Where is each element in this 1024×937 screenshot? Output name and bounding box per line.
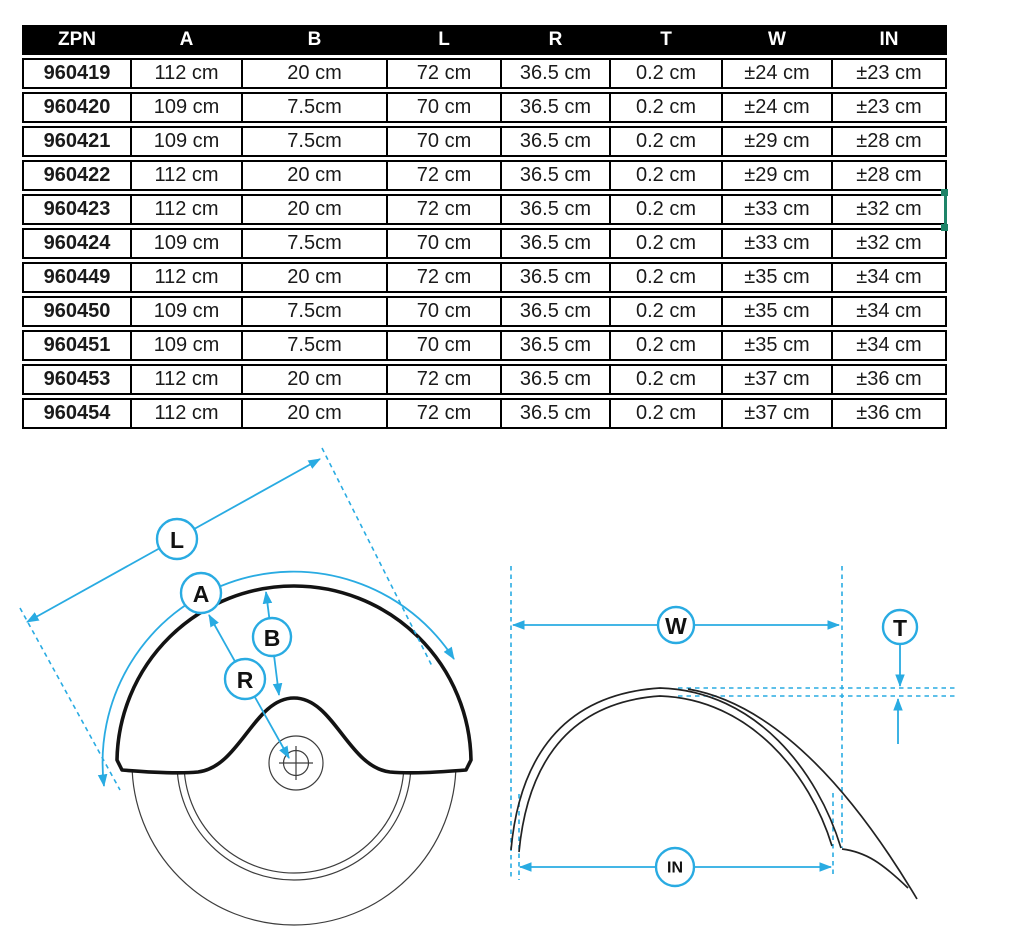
table-cell[interactable]: ±35 cm [723,262,833,293]
table-cell[interactable]: ±28 cm [833,126,947,157]
dim-label-IN [656,848,694,886]
table-cell[interactable]: ±33 cm [723,194,833,225]
side-view-diagram [20,448,471,925]
dim-label-T [883,610,917,644]
svg-text:B: B [263,625,281,651]
table-cell[interactable]: 72 cm [388,398,502,429]
table-cell[interactable]: 960424 [22,228,132,259]
table-cell[interactable]: 36.5 cm [502,160,611,191]
table-cell[interactable]: 20 cm [243,58,388,89]
table-cell[interactable]: 36.5 cm [502,92,611,123]
table-cell[interactable]: 0.2 cm [611,296,723,327]
table-cell[interactable]: 7.5cm [243,296,388,327]
table-cell[interactable]: 36.5 cm [502,126,611,157]
table-cell[interactable]: ±33 cm [723,228,833,259]
table-cell[interactable]: 70 cm [388,228,502,259]
table-cell[interactable]: 20 cm [243,364,388,395]
column-header-w[interactable]: W [723,25,833,55]
table-cell[interactable]: 72 cm [388,262,502,293]
table-cell[interactable]: 72 cm [388,194,502,225]
table-cell[interactable]: 7.5cm [243,330,388,361]
table-cell[interactable]: ±34 cm [833,262,947,293]
dim-label-L [157,519,197,559]
table-cell[interactable]: 0.2 cm [611,126,723,157]
column-header-zpn[interactable]: ZPN [22,25,132,55]
svg-text:IN: IN [667,859,683,877]
table-cell[interactable]: 109 cm [132,228,243,259]
table-cell[interactable]: 36.5 cm [502,58,611,89]
svg-text:A: A [192,581,210,607]
table-cell[interactable]: 0.2 cm [611,330,723,361]
table-cell[interactable]: ±37 cm [723,364,833,395]
table-cell[interactable]: 0.2 cm [611,364,723,395]
table-cell[interactable]: 109 cm [132,126,243,157]
column-header-r[interactable]: R [502,25,611,55]
table-cell[interactable]: 109 cm [132,296,243,327]
extension-line [20,608,120,790]
table-cell[interactable]: 70 cm [388,330,502,361]
table-cell[interactable]: ±23 cm [833,92,947,123]
column-header-l[interactable]: L [388,25,502,55]
table-cell[interactable]: 36.5 cm [502,296,611,327]
table-cell[interactable]: 7.5cm [243,126,388,157]
table-cell[interactable]: 960419 [22,58,132,89]
table-cell[interactable]: ±32 cm [833,194,947,225]
table-cell[interactable]: 20 cm [243,398,388,429]
table-cell[interactable]: 960421 [22,126,132,157]
table-cell[interactable]: 0.2 cm [611,398,723,429]
fender-front-inner-curve [519,696,832,852]
table-cell[interactable]: 72 cm [388,364,502,395]
svg-text:R: R [236,667,254,693]
table-cell[interactable]: 112 cm [132,398,243,429]
table-cell[interactable]: 70 cm [388,126,502,157]
table-cell[interactable]: 20 cm [243,194,388,225]
table-cell[interactable]: ±23 cm [833,58,947,89]
dim-label-R [225,659,265,699]
front-view-diagram [511,566,958,899]
table-cell[interactable]: 109 cm [132,92,243,123]
table-cell[interactable]: 960422 [22,160,132,191]
table-cell[interactable]: ±34 cm [833,296,947,327]
table-cell[interactable]: 960450 [22,296,132,327]
table-cell[interactable]: ±34 cm [833,330,947,361]
column-header-b[interactable]: B [243,25,388,55]
table-cell[interactable]: 72 cm [388,160,502,191]
table-cell[interactable]: 36.5 cm [502,364,611,395]
table-cell[interactable]: 0.2 cm [611,228,723,259]
table-cell[interactable]: 112 cm [132,194,243,225]
table-cell[interactable]: 960449 [22,262,132,293]
table-cell[interactable]: 112 cm [132,364,243,395]
svg-text:T: T [892,615,908,641]
table-cell[interactable]: 0.2 cm [611,194,723,225]
fender-front-outer-curve [511,688,841,850]
table-cell[interactable]: ±35 cm [723,330,833,361]
table-cell[interactable]: ±29 cm [723,126,833,157]
table-cell[interactable]: 0.2 cm [611,92,723,123]
svg-text:L: L [169,527,185,553]
table-cell[interactable]: ±37 cm [723,398,833,429]
table-cell[interactable]: 7.5cm [243,92,388,123]
table-cell[interactable]: 960453 [22,364,132,395]
table-cell[interactable]: ±36 cm [833,364,947,395]
table-cell[interactable]: 112 cm [132,160,243,191]
table-cell[interactable]: 960420 [22,92,132,123]
table-cell[interactable]: 70 cm [388,296,502,327]
table-cell[interactable]: ±24 cm [723,92,833,123]
table-cell[interactable]: 36.5 cm [502,330,611,361]
table-cell[interactable]: 70 cm [388,92,502,123]
table-cell[interactable]: ±32 cm [833,228,947,259]
table-cell[interactable]: 36.5 cm [502,194,611,225]
column-header-in[interactable]: IN [833,25,947,55]
table-cell[interactable]: 20 cm [243,160,388,191]
table-cell[interactable]: ±36 cm [833,398,947,429]
column-header-t[interactable]: T [611,25,723,55]
table-cell[interactable]: 36.5 cm [502,262,611,293]
table-cell[interactable]: 960423 [22,194,132,225]
table-cell[interactable]: 72 cm [388,58,502,89]
table-cell[interactable]: 109 cm [132,330,243,361]
table-cell[interactable]: ±28 cm [833,160,947,191]
table-cell[interactable]: 0.2 cm [611,262,723,293]
table-cell[interactable]: 112 cm [132,58,243,89]
table-cell[interactable]: 36.5 cm [502,228,611,259]
table-cell[interactable]: 20 cm [243,262,388,293]
dim-label-B [253,618,291,656]
table-cell[interactable]: ±35 cm [723,296,833,327]
dim-label-W [658,607,694,643]
table-cell[interactable]: 0.2 cm [611,58,723,89]
table-cell[interactable]: 112 cm [132,262,243,293]
dim-label-A [181,573,221,613]
svg-text:W: W [665,613,687,639]
table-cell[interactable]: 36.5 cm [502,398,611,429]
table-cell[interactable]: 0.2 cm [611,160,723,191]
column-header-a[interactable]: A [132,25,243,55]
table-cell[interactable]: ±29 cm [723,160,833,191]
fender-side-profile [117,586,471,773]
table-cell[interactable]: 7.5cm [243,228,388,259]
table-cell[interactable]: ±24 cm [723,58,833,89]
table-cell[interactable]: 960454 [22,398,132,429]
table-cell[interactable]: 960451 [22,330,132,361]
